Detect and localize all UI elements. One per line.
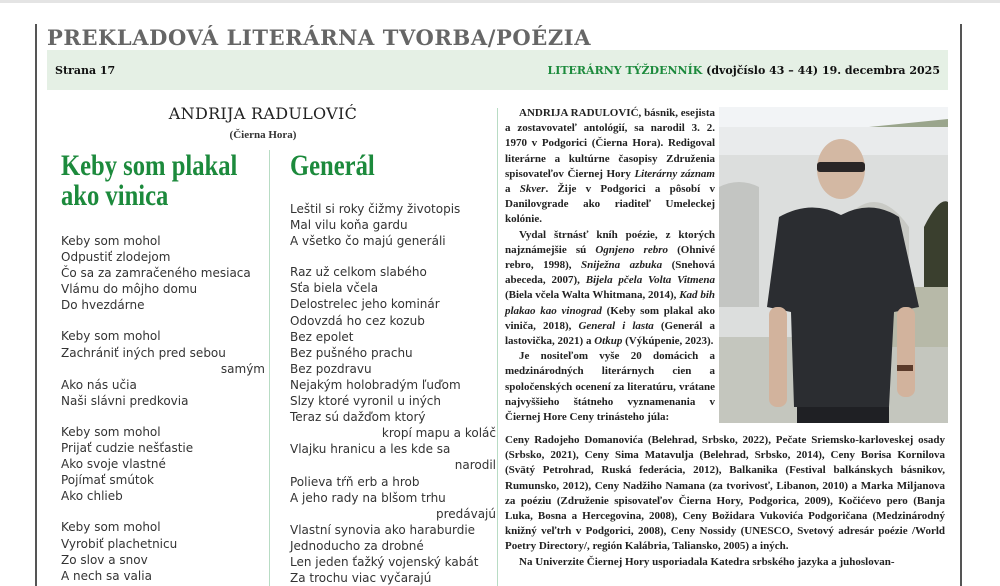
poem-line: Len jeden ťažký vojenský kabát [290,554,479,569]
poem-title-1 [61,151,274,211]
poem-line: kropí mapu a koláč [381,426,496,441]
bio-text: (Generál a lastovička, 2021) a [505,319,715,348]
poem-line: Keby som mohol [61,234,161,248]
poem-line: Bez epolet [290,329,354,344]
bio-title: Skver [519,183,546,196]
bio-text: , básnik, esejista a zostavovateľ antológií, sa narodil 3. 2. 1970 v Podgorici (Čierna Hora). Redigoval literárne a kultúrne časopisy Združenia spisovateľov Čiernej Hory [505,107,716,180]
top-edge [0,0,1000,3]
poem-line: Zo slov a snov [61,552,148,567]
bio-paragraph: Na Univerzite Čiernej Hory usporiadala Katedra srbského jazyka a juhoslovan- [519,555,895,568]
issue-date: (dvojčíslo 43 – 44) 19. decembra 2025 [702,63,940,77]
poem-line: Raz už celkom slabého [290,265,427,280]
poem-line: Teraz sú dažďom ktorý [290,410,426,425]
author-awards [505,433,945,570]
poem-line: narodil [454,458,496,473]
author-photo [719,107,948,423]
column-divider [269,150,270,586]
poem-line: Vyrobiť plachetnicu [61,536,178,551]
poem-title-1-line2: ako vinica [61,179,169,212]
poem-line: Ako svoje vlastné [61,457,166,472]
poem-line: Delostrelec jeho kominár [290,297,440,312]
bio-title: Kad bih plakao kao vinograd [505,289,716,317]
stanza-break [61,313,265,328]
poem-body-2 [290,201,496,586]
bio-text: (Snehová abeceda, 2007), [505,259,715,287]
poem-line: Mal vilu koňa gardu [290,218,408,233]
poem-line: Jednoducho za drobné [290,538,424,553]
bio-text: (Výkúpenie, 2023). [622,335,714,348]
poem-line: Naši slávni predkovia [61,393,189,408]
poem-line: predávajú [435,506,496,521]
bio-paragraph [505,106,715,228]
bio-paragraph [505,228,715,350]
stanza-break [61,409,265,424]
bio-title: Bijela pčela Volta Vitmena [585,274,716,287]
stanza-break [290,249,496,264]
bio-author-name: ANDRIJA RADULOVIĆ [519,107,639,119]
poem-body-1 [61,233,265,584]
awards-list: Ceny Radojeho Domanovića (Belehrad, Srbsko, 2022), Pečate Sriemsko-karloveskej osady (Srbsko, 2021), Ceny Sima Matavulja (Belehrad, Srbsko, 2014), Ceny Borisa Kornilova (Svätý Petrohrad, Ruská federácia, 2012), Balkanika (Festival balkánskych básnikov, Rumunsko, 2012), Ceny Nadžiho Namana (za tvorivosť, Libanon, 2010) a Marka Miljanova za poéziu (Združenie spisovateľov Čierna Hory, Podgorica, 2009), Kočićevo pero (Banja Luka, Bosna a Hercegovina, 2008), Ceny Božidara Vukovića Podgoričana (Medzinárodný knižný veľtrh v Podgorici, 2008), Ceny Nossidy (UNESCO, Svetový adresár poézie /World Poetry Directory/, región Kalábria, Taliansko, 2005) a iných. [505,434,945,553]
poem-line: Ako nás učia [61,377,137,392]
bio-text: Vydal štrnásť kníh poézie, z ktorých najznámejšie sú [505,228,715,256]
poem-line: Keby som mohol [61,329,161,344]
poem-line: samým [220,361,265,376]
page-info-bar [47,50,948,90]
poem-line: Za trochu viac vyčarajú [290,571,432,586]
publication-brand: LITERÁRNY TÝŽDENNÍK [547,63,703,77]
bio-text: (Biela včela Walta Whitmana, 2014), [505,289,680,302]
poem-title-2: Generál [290,149,375,182]
bio-text: (Ohnivé rebro, 1998), [505,243,715,272]
author-bio [505,106,715,425]
poem-line: Vlajku hranicu a les kde sa [290,442,451,457]
bio-title: General i lasta [578,319,654,332]
page-border-left [35,24,37,586]
poem-line: Zachrániť iných pred sebou [61,345,226,360]
poem-line: Keby som mohol [61,520,161,535]
page-number: Strana 17 [55,63,116,77]
poem-line: Prijať cudzie nešťastie [61,441,194,456]
poem-line: Sťa biela včela [290,281,379,296]
poem-line: Leštil si roky čižmy životopis [290,202,461,216]
poem-line: Polieva tŕň erb a hrob [290,474,420,489]
poem-line: Vlámu do môjho domu [61,282,198,297]
poem-line: A všetko čo majú generáli [290,234,446,249]
poem-line: Nejakým holobradým ľuďom [290,377,461,392]
poem-line: A nech sa valia [61,568,152,583]
poem-line: Pojímať smútok [61,473,154,488]
column-divider [497,108,498,586]
bio-paragraph: Je nositeľom vyše 20 domácich a medzinárodných literárnych cien a spoločenských ocenení za literatúru, vrátane najvyššieho štátneho vyznamenania v Čiernej Hore Ceny trinásteho júla: [505,350,715,424]
poem-line: Slzy ktoré vyronil u iných [290,394,441,409]
poem-line: Keby som mohol [61,424,161,439]
poem-line: Čo sa za zamračeného mesiaca [61,266,251,281]
poem-title-1-line1: Keby som plakal [61,149,238,182]
page-border-right [960,24,962,586]
poem-line: Vlastní synovia ako haraburdie [290,522,476,537]
poem-line: A jeho rady na blšom trhu [290,490,446,505]
poem-line: Bez pozdravu [290,361,372,376]
poem-line: Ako chlieb [61,489,123,504]
bio-title: Sniježna azbuka [581,259,663,272]
poem-line: Odovzdá ho cez kozub [290,313,425,328]
poem-line: Do hvezdárne [61,298,145,313]
author-country: (Čierna Hora) [229,129,297,141]
poem-line: Bez pušného prachu [290,345,413,360]
author-name: ANDRIJA RADULOVIĆ [168,104,358,123]
bio-title: Otkup [594,335,623,348]
stanza-break [61,504,265,519]
portrait-image [719,107,948,423]
bio-title: Literárny záznam [634,167,715,180]
section-title: PREKLADOVÁ LITERÁRNA TVORBA/POÉZIA [47,25,592,50]
bio-text: a [505,183,520,196]
bio-text: . Žije v Podgorici a pôsobí v Danilovgrade ako riaditeľ Umeleckej kolónie. [505,183,715,226]
bio-text: (Keby som plakal ako viniča, 2018), [505,304,715,332]
issue-info [547,64,940,77]
poem-line: Odpustiť zlodejom [61,250,171,265]
bio-title: Ognjeno rebro [595,243,668,256]
